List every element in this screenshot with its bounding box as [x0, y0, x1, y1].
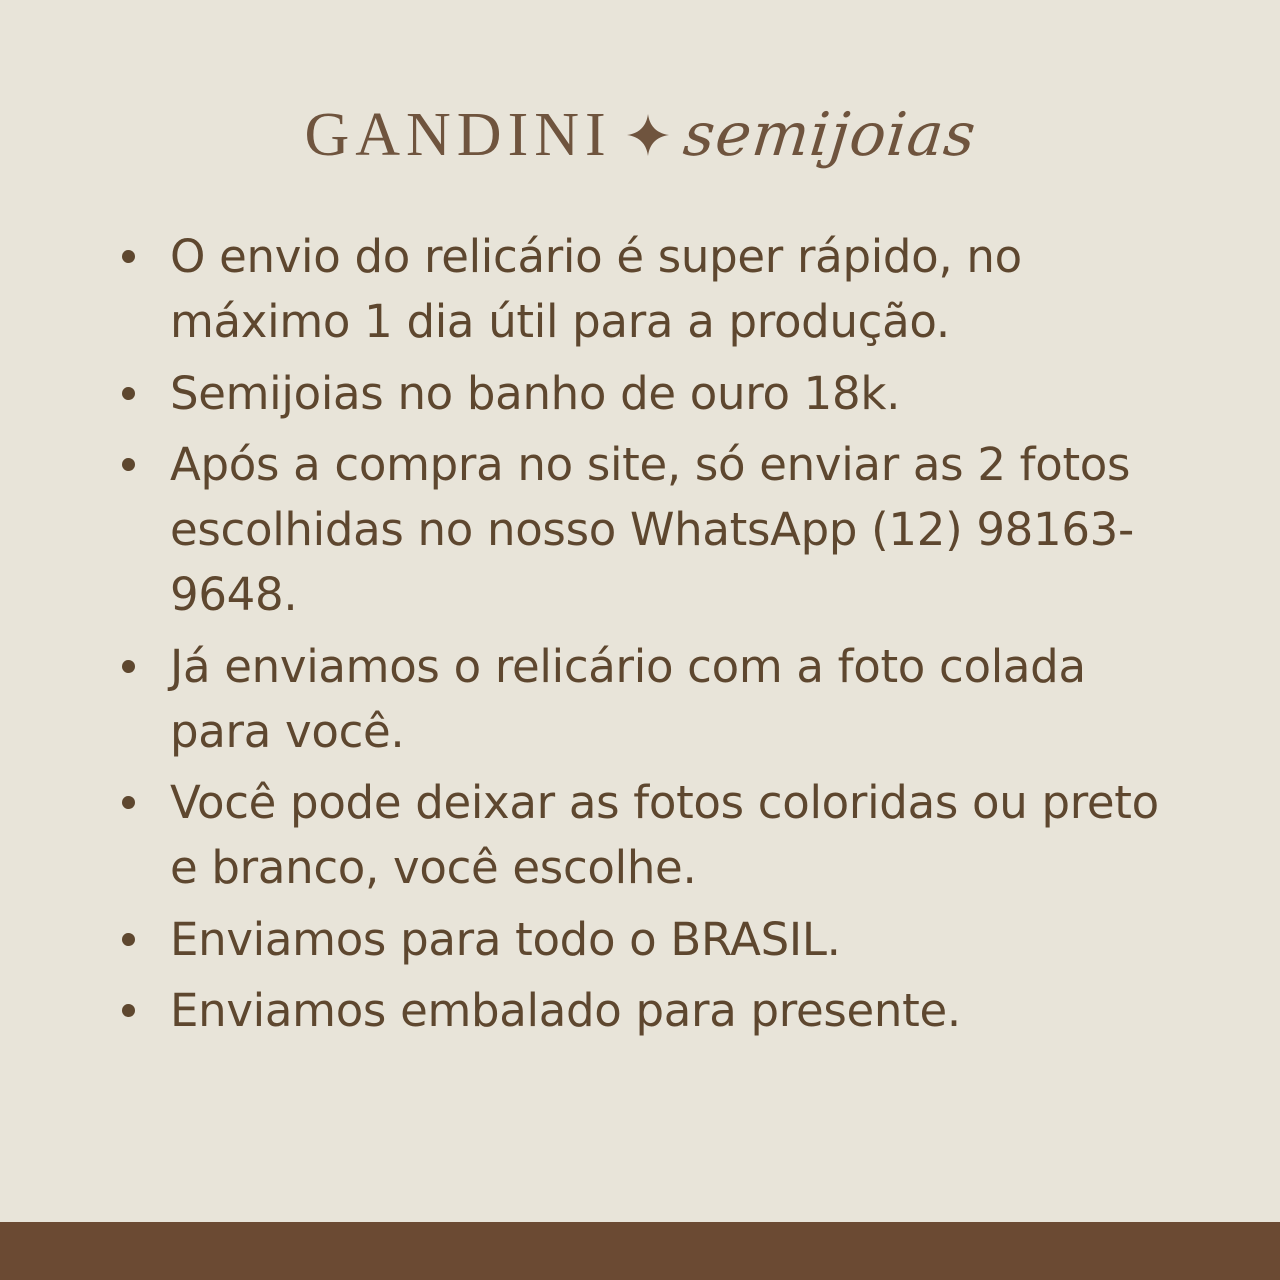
bullet-dot-icon — [122, 1004, 135, 1017]
list-item-text: Enviamos para todo o BRASIL. — [170, 912, 841, 966]
info-bullet-list — [0, 224, 1280, 1049]
bullet-dot-icon — [122, 933, 135, 946]
list-item — [112, 361, 1196, 426]
brand-name: GANDINI — [304, 101, 612, 169]
list-item-text: Semijoias no banho de ouro 18k. — [170, 366, 901, 420]
list-item — [112, 907, 1196, 972]
list-item — [112, 978, 1196, 1043]
four-point-star-icon — [626, 113, 670, 157]
list-item-text: Já enviamos o relicário com a foto colada para você. — [170, 639, 1086, 758]
list-item — [112, 770, 1196, 901]
bullet-dot-icon — [122, 660, 135, 673]
bullet-dot-icon — [122, 796, 135, 809]
list-item-text: Você pode deixar as fotos coloridas ou preto e branco, você escolhe. — [170, 776, 1159, 895]
bullet-dot-icon — [122, 387, 135, 400]
bullet-dot-icon — [122, 458, 135, 471]
brand-subname: semijoias — [679, 100, 980, 170]
list-item — [112, 224, 1196, 355]
brand-logo — [0, 100, 1280, 170]
bullet-dot-icon — [122, 250, 135, 263]
list-item — [112, 432, 1196, 628]
list-item-text: Após a compra no site, só enviar as 2 fotos escolhidas no nosso WhatsApp (12) 98163-9648. — [170, 437, 1134, 622]
footer-bar — [0, 1222, 1280, 1280]
list-item — [112, 634, 1196, 765]
list-item-text: O envio do relicário é super rápido, no máximo 1 dia útil para a produção. — [170, 230, 1022, 349]
list-item-text: Enviamos embalado para presente. — [170, 983, 961, 1037]
